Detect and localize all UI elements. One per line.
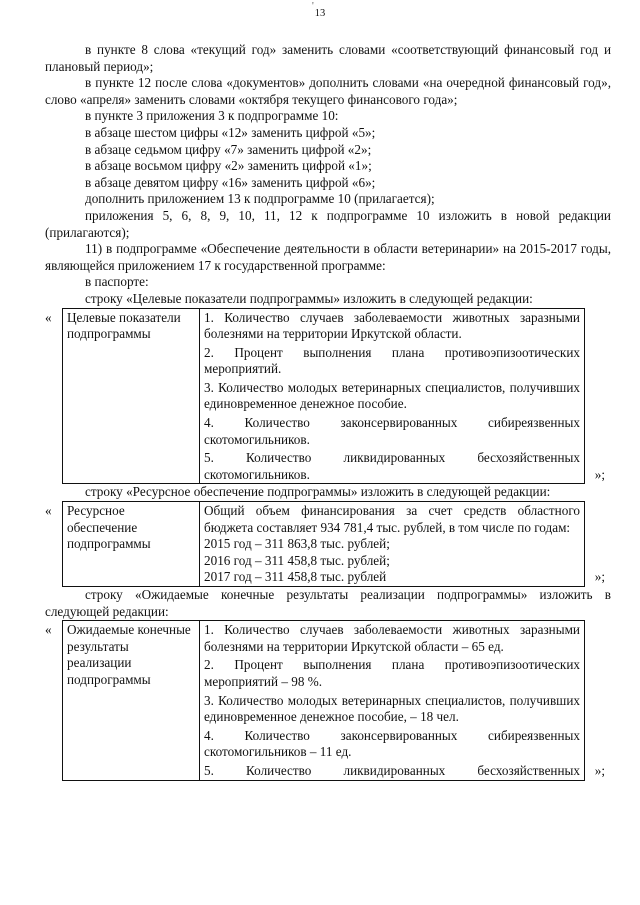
paragraph: 11) в подпрограмме «Обеспечение деятельности в области ветеринарии» на 2015-2017 годы, являющейся приложением 17 к государственной программе: bbox=[45, 241, 611, 273]
list-item: 1. Количество случаев заболеваемости животных заразными болезнями на территории Иркутской области – 65 ед. bbox=[204, 622, 580, 654]
funding-year: 2015 год – 311 863,8 тыс. рублей; bbox=[204, 536, 390, 552]
quote-open: « bbox=[45, 309, 52, 325]
funding-year: 2017 год – 311 458,8 тыс. рублей bbox=[204, 569, 387, 585]
page-number: 13 bbox=[314, 8, 326, 19]
passport-table bbox=[62, 501, 585, 587]
list-item: 1. Количество случаев заболеваемости животных заразными болезнями на территории Иркутской области. bbox=[204, 309, 580, 342]
list-item: 5. Количество ликвидированных бесхозяйственных bbox=[204, 762, 580, 778]
row-label: Ресурсное обеспечение подпрограммы bbox=[63, 502, 200, 587]
paragraph: в пункте 12 после слова «документов» дополнить словами «на очередной финансовый год», слово «апреля» заменить словами «октября текущего финансового года»; bbox=[45, 75, 611, 107]
quote-open: « bbox=[45, 503, 52, 519]
paragraph: в абзаце девятом цифру «16» заменить цифрой «6»; bbox=[85, 174, 376, 190]
paragraph: в абзаце восьмом цифру «2» заменить цифрой «1»; bbox=[85, 158, 372, 174]
paragraph: строку «Целевые показатели подпрограммы» изложить в следующей редакции: bbox=[85, 290, 533, 306]
scan-mark: ' bbox=[312, 1, 314, 12]
list-item: 2. Процент выполнения плана противоэпизоотических мероприятий. bbox=[204, 344, 580, 377]
row-label: Ожидаемые конечные результаты реализации подпрограммы bbox=[63, 621, 200, 780]
document-body bbox=[45, 42, 611, 781]
list-item: 4. Количество законсервированных сибиреязвенных скотомогильников. bbox=[204, 415, 580, 447]
quote-open: « bbox=[45, 622, 52, 638]
quote-close: »; bbox=[594, 762, 605, 778]
paragraph: приложения 5, 6, 8, 9, 10, 11, 12 к подпрограмме 10 изложить в новой редакции (прилагаются); bbox=[45, 207, 611, 240]
paragraph: в абзаце седьмом цифру «7» заменить цифрой «2»; bbox=[85, 141, 372, 157]
list-item: 3. Количество молодых ветеринарных специалистов, получивших единовременное денежное пособие, – 18 чел. bbox=[204, 692, 580, 725]
passport-table bbox=[62, 308, 585, 485]
paragraph: в пункте 8 слова «текущий год» заменить словами «соответствующий финансовый год и плановый период»; bbox=[45, 42, 611, 74]
paragraph: в паспорте: bbox=[85, 274, 149, 290]
table-row bbox=[63, 308, 585, 484]
row-value bbox=[200, 502, 585, 587]
list-item: 4. Количество законсервированных сибиреязвенных скотомогильников – 11 ед. bbox=[204, 727, 580, 760]
funding-year: 2016 год – 311 458,8 тыс. рублей; bbox=[204, 552, 390, 568]
table-block-expected-results bbox=[45, 620, 611, 780]
row-value bbox=[200, 621, 585, 780]
funding-summary: Общий объем финансирования за счет средств областного бюджета составляет 934 781,4 тыс. рублей, в том числе по годам: bbox=[204, 503, 580, 535]
paragraph: в абзаце шестом цифры «12» заменить цифрой «5»; bbox=[85, 124, 376, 140]
table-block-resources bbox=[45, 501, 611, 587]
quote-close: »; bbox=[594, 569, 605, 585]
list-item: 5. Количество ликвидированных бесхозяйственных скотомогильников. bbox=[204, 450, 580, 482]
row-value bbox=[200, 308, 585, 484]
paragraph: строку «Ожидаемые конечные результаты реализации подпрограммы» изложить в следующей редакции: bbox=[45, 587, 611, 619]
list-item: 3. Количество молодых ветеринарных специалистов, получивших единовременное денежное пособие. bbox=[204, 379, 580, 412]
row-label: Целевые показатели подпрограммы bbox=[63, 308, 200, 484]
table-block-target-indicators bbox=[45, 308, 611, 485]
paragraph: дополнить приложением 13 к подпрограмме 10 (прилагается); bbox=[85, 191, 435, 207]
paragraph: в пункте 3 приложения 3 к подпрограмме 10: bbox=[85, 108, 339, 124]
table-row bbox=[63, 502, 585, 587]
paragraph: строку «Ресурсное обеспечение подпрограммы» изложить в следующей редакции: bbox=[85, 484, 551, 500]
passport-table bbox=[62, 620, 585, 780]
list-item: 2. Процент выполнения плана противоэпизоотических мероприятий – 98 %. bbox=[204, 657, 580, 689]
table-row bbox=[63, 621, 585, 780]
quote-close: »; bbox=[594, 466, 605, 482]
